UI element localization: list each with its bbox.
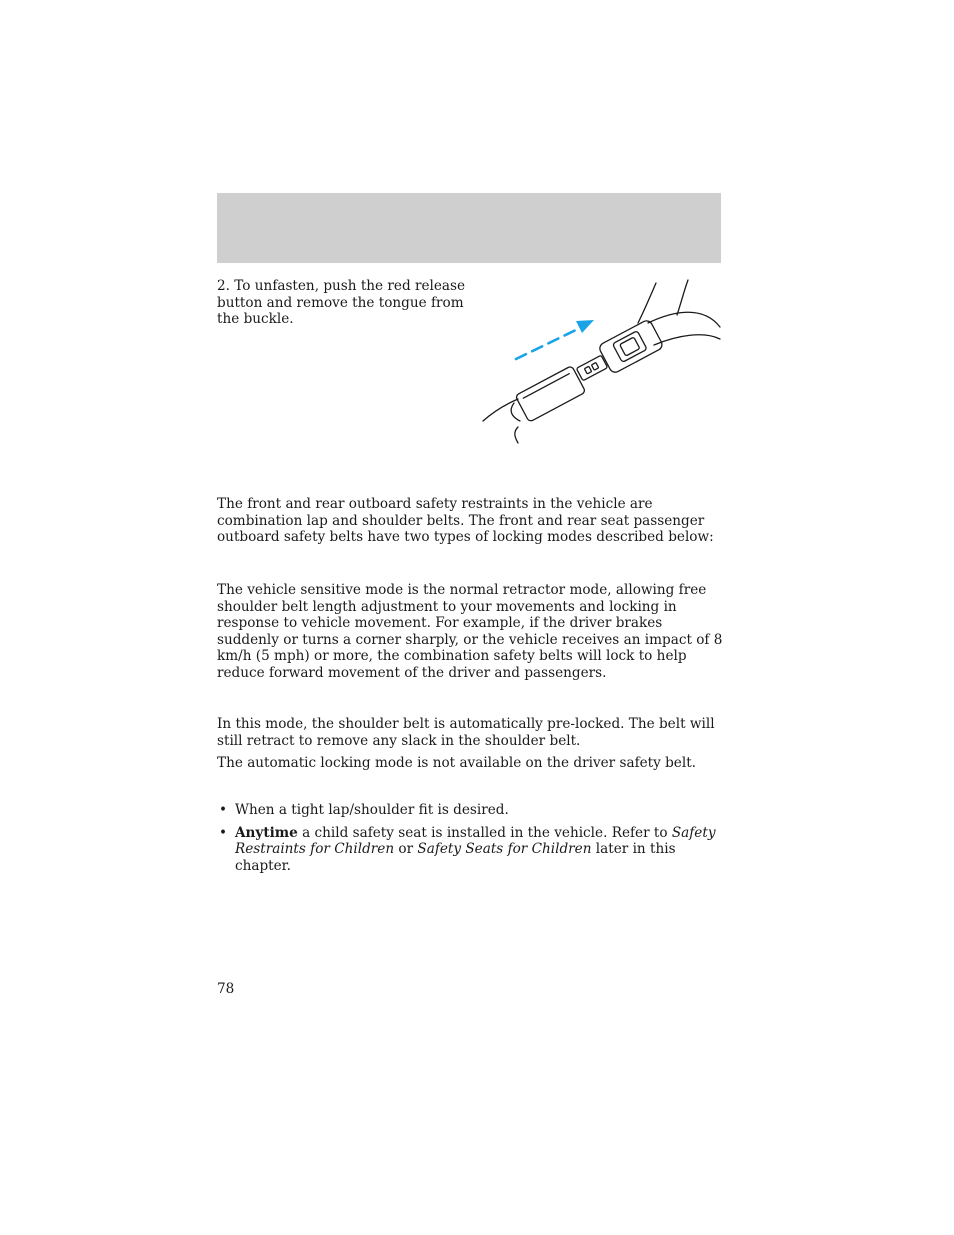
bullet-icon: • xyxy=(219,802,228,818)
bullet-bold-text: Anytime xyxy=(235,824,298,841)
bullet-text: or xyxy=(394,841,418,857)
paragraph-vehicle-sensitive-mode: The vehicle sensitive mode is the normal retractor mode, allowing free shoulder belt length adjustment to your movements and locking in response to vehicle movement. For example, if the driver brakes suddenly or turns a corner sharply, or the vehicle receives an impact of 8 km/h (5 mph) or more, the combination safety belts will lock to help reduce forward movement of the driver and passengers. xyxy=(217,582,723,681)
list-item xyxy=(217,825,722,875)
page-number: 78 xyxy=(217,981,235,997)
paragraph-outboard-restraints: The front and rear outboard safety restraints in the vehicle are combination lap and shoulder belts. The front and rear seat passenger outboard safety belts have two types of locking modes described below: xyxy=(217,496,714,545)
list-item xyxy=(217,802,722,819)
step-2-instruction: 2. To unfasten, push the red release button and remove the tongue from the buckle. xyxy=(217,278,466,327)
usage-bullet-list xyxy=(217,802,722,880)
bullet-icon: • xyxy=(219,824,228,841)
cross-reference-safety-seats: Safety Seats for Children xyxy=(417,841,592,857)
paragraph-pre-locked-mode: In this mode, the shoulder belt is automatically pre-locked. The belt will still retract to remove any slack in the shoulder belt. xyxy=(217,716,715,749)
seatbelt-buckle-release-icon xyxy=(478,275,724,447)
paragraph-driver-belt-note: The automatic locking mode is not available on the driver safety belt. xyxy=(217,755,696,771)
bullet-text: When a tight lap/shoulder fit is desired. xyxy=(235,802,509,818)
bullet-text: later in this chapter. xyxy=(235,841,676,874)
section-header-band xyxy=(217,193,721,263)
bullet-text: a child safety seat is installed in the vehicle. Refer to xyxy=(297,824,672,841)
cross-reference-safety-restraints: Safety Restraints for Children xyxy=(235,824,716,857)
